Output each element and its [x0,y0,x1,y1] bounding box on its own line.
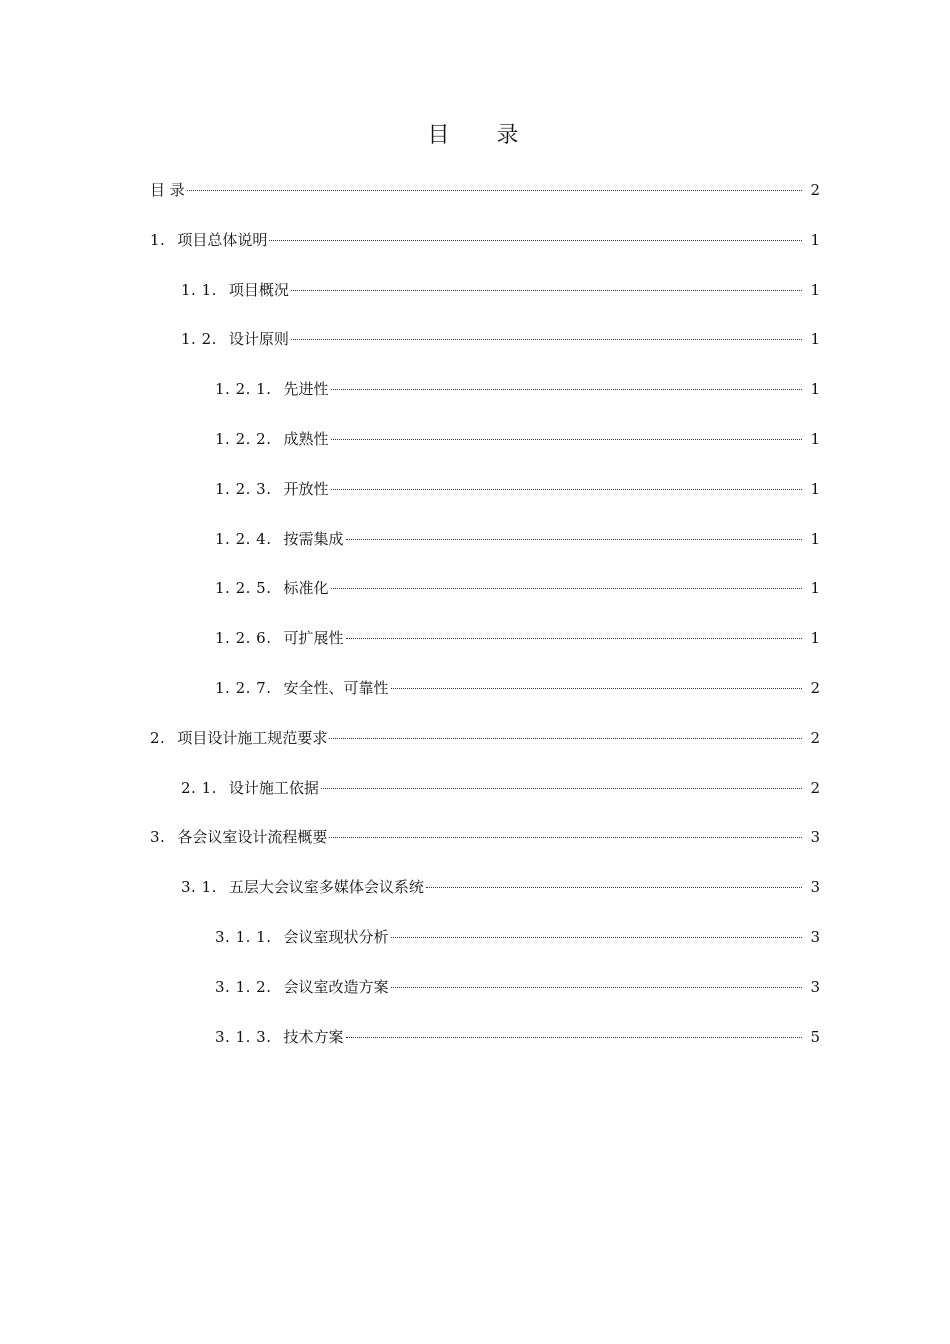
toc-entry-number: 2. [150,728,166,747]
toc-dot-leader [391,987,803,988]
toc-entry[interactable] [150,975,820,1025]
toc-entry-label: 五层大会议室多媒体会议系统 [228,878,424,897]
toc-entry-number: 1. 2. 2. [215,429,272,448]
toc-heading: 目 录 [427,123,539,148]
toc-entry-number: 3. 1. 3. [215,1027,272,1046]
toc-dot-leader [331,588,803,589]
toc-dot-leader [331,439,803,440]
toc-entry-page: 1 [810,429,820,448]
toc-entry-page: 3 [810,828,820,847]
toc-entry[interactable] [150,527,820,577]
toc-entry-number: 1. 2. 5. [215,579,272,598]
toc-entry[interactable] [150,776,820,826]
toc-entry[interactable] [150,925,820,975]
toc-entry-page: 1 [810,330,820,349]
toc-entry[interactable] [150,726,820,776]
toc-entry-label: 项目总体说明 [177,230,268,249]
toc-entry-page: 1 [810,230,820,249]
toc-entry-number: 1. 2. 1. [215,380,272,399]
toc-entry-page: 1 [810,579,820,598]
toc-entry-page: 1 [810,280,820,299]
toc-dot-leader [331,489,803,490]
toc-entry[interactable] [150,477,820,527]
toc-dot-leader [291,339,802,340]
toc-entry-label: 成熟性 [283,429,329,448]
toc-entry-page: 2 [810,678,820,697]
toc-entry-number: 1. 2. 3. [215,479,272,498]
toc-dot-leader [187,190,802,191]
toc-entry-page: 1 [810,529,820,548]
toc-entry-number: 1. 2. 7. [215,678,272,697]
toc-entry[interactable] [150,676,820,726]
toc-entry-page: 3 [810,927,820,946]
toc-dot-leader [321,788,802,789]
toc-entry-page: 1 [810,629,820,648]
table-of-contents [150,178,820,1074]
toc-entry-page: 3 [810,878,820,897]
toc-entry-page: 5 [810,1027,820,1046]
toc-entry-label: 安全性、可靠性 [283,678,389,697]
toc-entry-label: 会议室现状分析 [283,927,389,946]
toc-dot-leader [291,290,802,291]
toc-entry-label: 设计原则 [228,330,289,349]
toc-entry[interactable] [150,626,820,676]
toc-entry-page: 1 [810,479,820,498]
toc-dot-leader [346,539,803,540]
toc-entry-label: 项目设计施工规范要求 [177,728,328,747]
toc-dot-leader [269,240,802,241]
toc-dot-leader [391,688,803,689]
toc-entry-number: 3. 1. 1. [215,927,272,946]
toc-entry-number: 1. 2. [181,330,217,349]
toc-entry-label: 先进性 [283,380,329,399]
toc-dot-leader [346,638,803,639]
toc-entry-number: 1. 2. 6. [215,629,272,648]
toc-entry-number: 1. 2. 4. [215,529,272,548]
toc-entry-label: 会议室改造方案 [283,977,389,996]
toc-entry-label: 各会议室设计流程概要 [177,828,328,847]
toc-entry[interactable] [150,1025,820,1075]
toc-entry[interactable] [150,278,820,328]
toc-dot-leader [331,389,803,390]
toc-entry[interactable] [150,228,820,278]
toc-dot-leader [391,937,803,938]
toc-entry-number: 3. 1. [181,878,217,897]
toc-entry[interactable] [150,427,820,477]
toc-entry[interactable] [150,576,820,626]
toc-entry-label: 目 录 [150,181,185,199]
toc-dot-leader [329,738,802,739]
toc-dot-leader [329,837,802,838]
toc-entry-page: 2 [810,181,820,199]
toc-entry[interactable] [150,825,820,875]
toc-dot-leader [426,887,802,888]
toc-entry-label: 设计施工依据 [228,778,319,797]
toc-entry-number: 1. 1. [181,280,217,299]
toc-entry-number: 2. 1. [181,778,217,797]
toc-entry-number: 3. 1. 2. [215,977,272,996]
toc-entry-label: 按需集成 [283,529,344,548]
toc-entry-label: 开放性 [283,479,329,498]
toc-entry-page: 1 [810,380,820,399]
toc-entry-page: 3 [810,977,820,996]
toc-entry-number: 3. [150,828,166,847]
toc-entry[interactable] [150,327,820,377]
toc-entry-label: 可扩展性 [283,629,344,648]
toc-dot-leader [346,1037,803,1038]
toc-entry-number: 1. [150,230,166,249]
toc-entry[interactable] [150,377,820,427]
toc-entry-label: 标准化 [283,579,329,598]
toc-entry-label: 项目概况 [228,280,289,299]
toc-entry-label: 技术方案 [283,1027,344,1046]
toc-entry-page: 2 [810,728,820,747]
toc-entry[interactable] [150,875,820,925]
toc-entry-page: 2 [810,778,820,797]
toc-entry[interactable] [150,178,820,228]
